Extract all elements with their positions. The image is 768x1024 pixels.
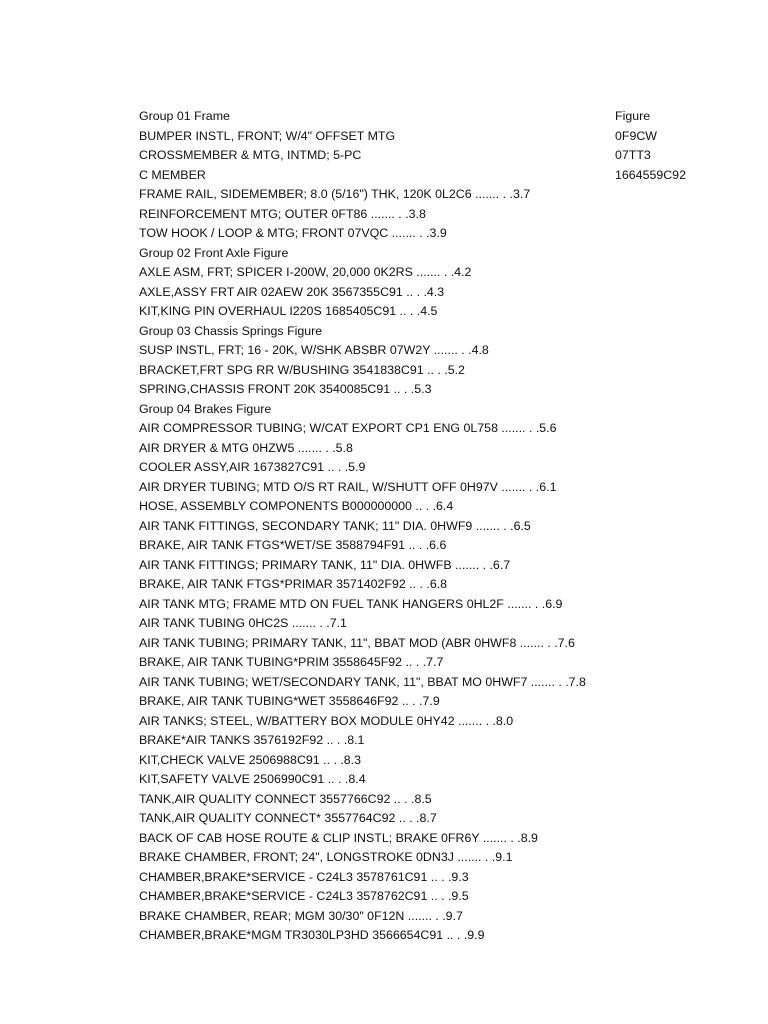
parts-line: BACK OF CAB HOSE ROUTE & CLIP INSTL; BRAKE 0FR6Y ....... . .8.9 (139, 830, 538, 845)
parts-line: REINFORCEMENT MTG; OUTER 0FT86 ....... . .3.8 (139, 206, 426, 221)
parts-line: KIT,KING PIN OVERHAUL I220S 1685405C91 .. . .4.5 (139, 304, 438, 318)
section-heading: Group 03 Chassis Springs Figure (139, 323, 323, 338)
parts-line: AIR TANK TUBING; WET/SECONDARY TANK, 11", BBAT MO 0HWF7 ....... . .7.8 (139, 674, 586, 689)
parts-line: BRAKE, AIR TANK TUBING*WET 3558646F92 .. . .7.9 (139, 694, 440, 708)
parts-line: BUMPER INSTL, FRONT; W/4" OFFSET MTG (139, 128, 396, 143)
parts-line: AIR COMPRESSOR TUBING; W/CAT EXPORT CP1 ENG 0L758 ....... . .5.6 (139, 421, 557, 435)
parts-line: AXLE ASM, FRT; SPICER I-200W, 20,000 0K2RS ....... . .4.2 (139, 265, 472, 279)
parts-line: AIR TANK FITTINGS, SECONDARY TANK; 11" DIA. 0HWF9 ....... . .6.5 (139, 518, 531, 533)
parts-line: FRAME RAIL, SIDEMEMBER; 8.0 (5/16") THK, 120K 0L2C6 ....... . .3.7 (139, 187, 531, 201)
parts-line: BRAKE CHAMBER, REAR; MGM 30/30" 0F12N ....... . .9.7 (139, 908, 463, 923)
parts-line: BRAKE*AIR TANKS 3576192F92 .. . .8.1 (139, 733, 365, 747)
parts-line: CROSSMEMBER & MTG, INTMD; 5-PC (139, 148, 362, 162)
parts-line: AIR TANK TUBING 0HC2S ....... . .7.1 (139, 616, 347, 630)
parts-line: KIT,CHECK VALVE 2506988C91 .. . .8.3 (139, 752, 362, 767)
parts-line: SUSP INSTL, FRT; 16 - 20K, W/SHK ABSBR 07W2Y ....... . .4.8 (139, 343, 489, 357)
parts-line: AIR TANK FITTINGS; PRIMARY TANK, 11" DIA. 0HWFB ....... . .6.7 (139, 557, 511, 572)
section-heading: Group 02 Front Axle Figure (139, 245, 289, 260)
parts-line: AIR TANKS; STEEL, W/BATTERY BOX MODULE 0HY42 ....... . .8.0 (139, 713, 514, 728)
parts-line: CHAMBER,BRAKE*MGM TR3030LP3HD 3566654C91 .. . .9.9 (139, 928, 485, 942)
parts-line: TANK,AIR QUALITY CONNECT 3557766C92 .. . .8.5 (139, 791, 432, 806)
parts-line: KIT,SAFETY VALVE 2506990C91 .. . .8.4 (139, 772, 366, 786)
parts-line: AIR DRYER TUBING; MTD O/S RT RAIL, W/SHUTT OFF 0H97V ....... . .6.1 (139, 479, 557, 494)
parts-line: BRACKET,FRT SPG RR W/BUSHING 3541838C91 .. . .5.2 (139, 362, 465, 377)
section-heading: Group 04 Brakes Figure (139, 401, 272, 416)
parts-line: BRAKE, AIR TANK FTGS*PRIMAR 3571402F92 .. . .6.8 (139, 577, 448, 591)
figure-column-header: Figure (615, 109, 651, 123)
parts-line: CHAMBER,BRAKE*SERVICE - C24L3 3578762C91 .. . .9.5 (139, 889, 469, 903)
parts-line: BRAKE, AIR TANK TUBING*PRIM 3558645F92 .. . .7.7 (139, 655, 444, 669)
parts-line: BRAKE CHAMBER, FRONT; 24", LONGSTROKE 0DN3J ....... . .9.1 (139, 850, 513, 864)
parts-line: AIR DRYER & MTG 0HZW5 ....... . .5.8 (139, 440, 353, 455)
section-heading: Group 01 Frame (139, 109, 230, 123)
parts-line: SPRING,CHASSIS FRONT 20K 3540085C91 .. . .5.3 (139, 382, 432, 396)
figure-code: 1664559C92 (615, 167, 686, 182)
figure-code: 07TT3 (615, 148, 651, 162)
parts-line: HOSE, ASSEMBLY COMPONENTS B000000000 .. . .6.4 (139, 499, 454, 513)
parts-line: TANK,AIR QUALITY CONNECT* 3557764C92 .. . .8.7 (139, 811, 437, 825)
parts-line: AIR TANK MTG; FRAME MTD ON FUEL TANK HANGERS 0HL2F ....... . .6.9 (139, 596, 563, 611)
figure-code: 0F9CW (615, 128, 657, 143)
parts-line: C MEMBER (139, 167, 206, 182)
parts-line: AIR TANK TUBING; PRIMARY TANK, 11", BBAT MOD (ABR 0HWF8 ....... . .7.6 (139, 635, 575, 650)
parts-line: COOLER ASSY,AIR 1673827C91 .. . .5.9 (139, 460, 366, 474)
parts-line: CHAMBER,BRAKE*SERVICE - C24L3 3578761C91 .. . .9.3 (139, 869, 469, 884)
parts-line: AXLE,ASSY FRT AIR 02AEW 20K 3567355C91 .. . .4.3 (139, 284, 445, 299)
parts-line: TOW HOOK / LOOP & MTG; FRONT 07VQC ....... . .3.9 (139, 226, 447, 240)
parts-line: BRAKE, AIR TANK FTGS*WET/SE 3588794F91 .. . .6.6 (139, 538, 447, 552)
